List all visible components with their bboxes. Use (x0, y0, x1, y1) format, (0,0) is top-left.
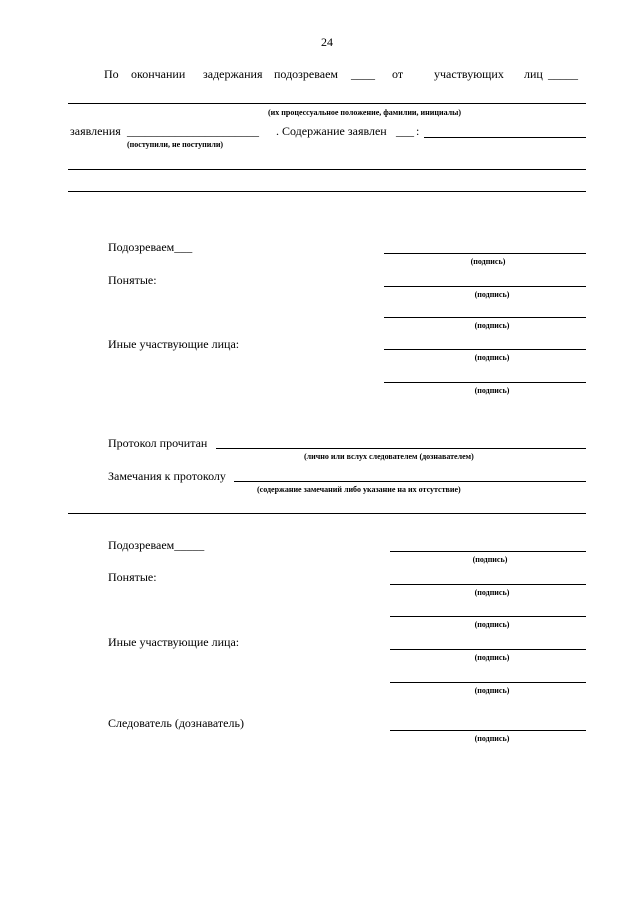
block1-sig-caption-4: (подпись) (474, 353, 510, 362)
block2-sig-line-6 (390, 730, 586, 731)
block2-sig-line-1 (390, 551, 586, 552)
intro-word-ot: от (392, 67, 404, 81)
block2-sig-line-2 (390, 584, 586, 585)
block2-sig-caption-1: (подпись) (472, 555, 508, 564)
intro-line-3 (68, 191, 586, 192)
protocol-remarks-label: Замечания к протоколу (108, 469, 226, 483)
intro-line-2 (68, 169, 586, 170)
block2-investigator-label: Следователь (дознаватель) (108, 716, 244, 730)
page-number: 24 (321, 35, 333, 49)
block1-witnesses-label: Понятые: (108, 273, 157, 287)
block1-sig-caption-3: (подпись) (474, 321, 510, 330)
intro-zayavleniya: заявления (70, 124, 121, 138)
intro-blank-3: ______________________ (127, 124, 259, 138)
protocol-read-line (216, 448, 586, 449)
intro-blank-4: ___ (396, 124, 414, 138)
protocol-remarks-caption: (содержание замечаний либо указание на их отсутствие) (257, 485, 461, 494)
protocol-read-label: Протокол прочитан (108, 436, 208, 450)
block2-sig-caption-4: (подпись) (474, 653, 510, 662)
block2-sig-caption-5: (подпись) (474, 686, 510, 695)
block2-sig-caption-6: (подпись) (474, 734, 510, 743)
protocol-line-full (68, 513, 586, 514)
block2-sig-caption-2: (подпись) (474, 588, 510, 597)
intro-word-zaderzhaniya: задержания (203, 67, 263, 81)
block1-suspect-label: Подозреваем___ (108, 240, 193, 254)
block1-sig-line-3 (384, 317, 586, 318)
intro-word-okonchanii: окончании (131, 67, 186, 81)
caption-positions: (их процессуальное положение, фамилии, инициалы) (268, 108, 462, 117)
intro-blank-1: ____ (351, 67, 375, 81)
block2-sig-line-4 (390, 649, 586, 650)
intro-line-1 (68, 103, 586, 104)
block2-suspect-label: Подозреваем_____ (108, 538, 205, 552)
block1-sig-caption-2: (подпись) (474, 290, 510, 299)
intro-word-podozrevaem: подозреваем (274, 67, 339, 81)
intro-blank-2: _____ (548, 67, 578, 81)
protocol-remarks-line (234, 481, 586, 482)
intro-word-uchastvuyushchikh: участвующих (434, 67, 504, 81)
block2-others-label: Иные участвующие лица: (108, 635, 240, 649)
block2-sig-line-5 (390, 682, 586, 683)
intro-word-lits: лиц (524, 67, 543, 81)
block1-sig-line-1 (384, 253, 586, 254)
intro-colon: : (416, 124, 420, 138)
block2-witnesses-label: Понятые: (108, 570, 157, 584)
protocol-read-caption: (лично или вслух следователем (дознавателем) (304, 452, 474, 461)
intro-content-label: . Содержание заявлен (276, 124, 387, 138)
block1-sig-caption-1: (подпись) (470, 257, 506, 266)
intro-colon-line (424, 137, 586, 138)
block2-sig-line-3 (390, 616, 586, 617)
block1-sig-caption-5: (подпись) (474, 386, 510, 395)
block1-sig-line-2 (384, 286, 586, 287)
block1-sig-line-4 (384, 349, 586, 350)
block1-others-label: Иные участвующие лица: (108, 337, 240, 351)
caption-received: (поступили, не поступили) (127, 140, 224, 149)
intro-word-po: По (104, 67, 119, 81)
block2-sig-caption-3: (подпись) (474, 620, 510, 629)
block1-sig-line-5 (384, 382, 586, 383)
